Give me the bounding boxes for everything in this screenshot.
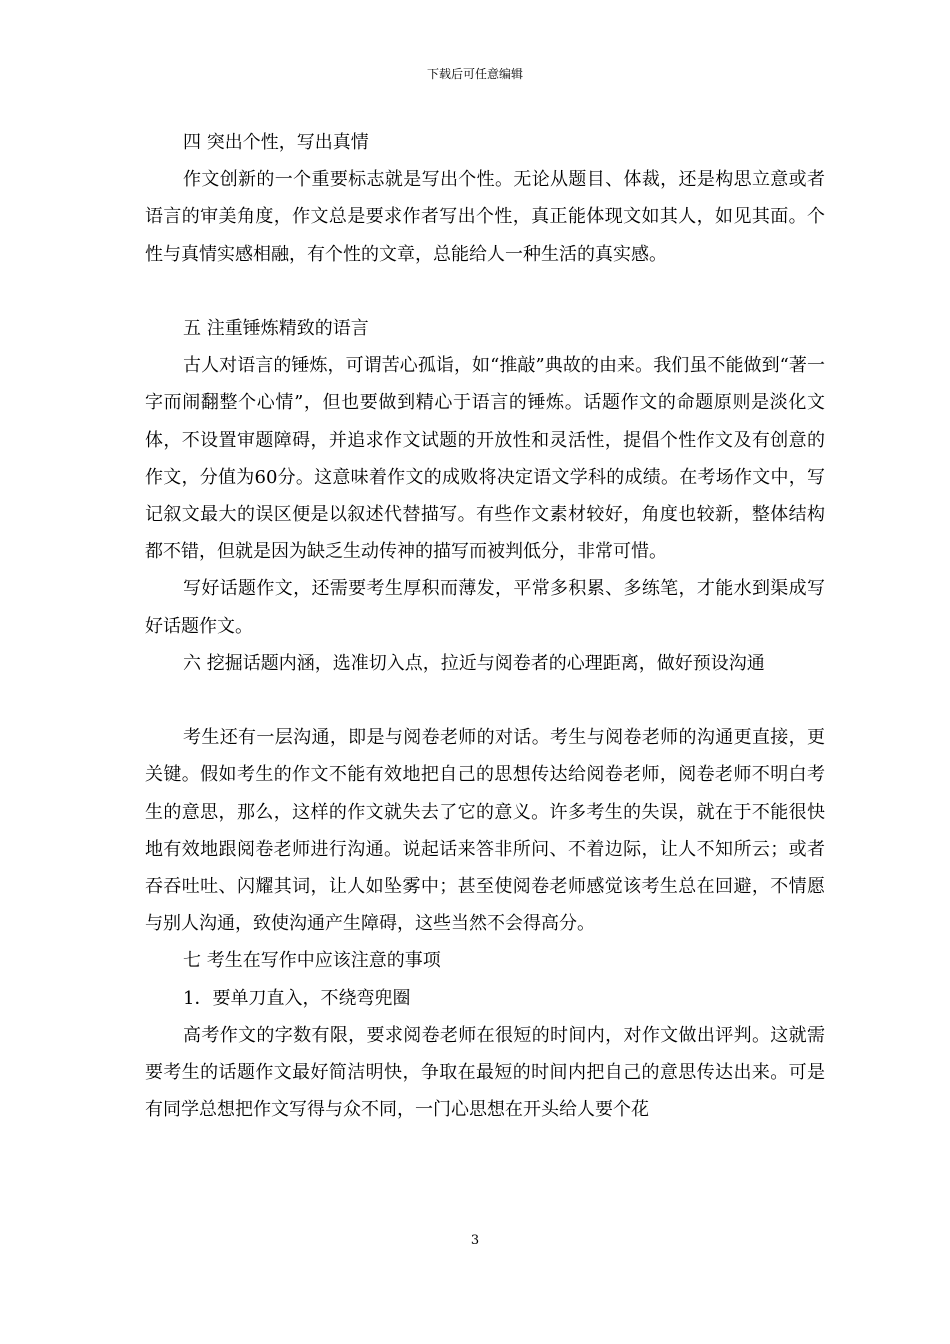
page-number: 3 [470,1233,480,1248]
section-7-paragraph: 高考作文的字数有限，要求阅卷老师在很短的时间内，对作文做出评判。这就需要考生的话题作文最好简洁明快，争取在最短的时间内把自己的意思传达出来。可是有同学总想把作文写得与众不同，一门心思想在开头给人要个花 [145,1024,825,1121]
blank-line [145,682,825,719]
blank-line [145,273,825,310]
section-5-heading: 五 注重锤炼精致的语言 [183,318,369,339]
section-7-subheading-1: 1．要单刀直入，不绕弯兜圈 [183,987,411,1009]
section-6-paragraph: 考生还有一层沟通，即是与阅卷老师的对话。考生与阅卷老师的沟通更直接，更关键。假如考生的作文不能有效地把自己的思想传达给阅卷老师，阅卷老师不明白考生的意思，那么，这样的作文就失去了它的意义。许多考生的失误，就在于不能很快地有效地跟阅卷老师进行沟通。说起话来答非所问、不着边际，让人不知所云；或者吞吞吐吐、闪耀其词，让人如坠雾中；甚至使阅卷老师感觉该考生总在回避，不情愿与别人沟通，致使沟通产生障碍，这些当然不会得高分。 [145,727,825,935]
section-4-paragraph: 作文创新的一个重要标志就是写出个性。无论从题目、体裁，还是构思立意或者语言的审美角度，作文总是要求作者写出个性，真正能体现文如其人，如见其面。个性与真情实感相融，有个性的文章，总能给人一种生活的真实感。 [145,169,825,265]
page-header: 下载后可任意编辑 [426,67,523,81]
section-6-heading: 六 挖掘话题内涵，选准切入点，拉近与阅卷者的心理距离，做好预设沟通 [183,652,765,674]
section-5-paragraph-1: 古人对语言的锤炼，可谓苦心孤诣，如“推敲”典故的由来。我们虽不能做到“著一字而闹翻整个心情”，但也要做到精心于语言的锤炼。话题作文的命题原则是淡化文体，不设置审题障碍，并追求作文试题的开放性和灵活性，提倡个性作文及有创意的作文，分值为60分。这意味着作文的成败将决定语文学科的成绩。在考场作文中，写记叙文最大的误区便是以叙述代替描写。有些作文素材较好，角度也较新，整体结构都不错，但就是因为缺乏生动传神的描写而被判低分，非常可惜。 [145,355,825,563]
document-body [145,124,825,1128]
section-5-paragraph-2: 写好话题作文，还需要考生厚积而薄发，平常多积累、多练笔，才能水到渠成写好话题作文。 [145,578,825,637]
section-4-heading: 四 突出个性，写出真情 [183,132,369,153]
section-7-heading: 七 考生在写作中应该注意的事项 [183,950,441,972]
